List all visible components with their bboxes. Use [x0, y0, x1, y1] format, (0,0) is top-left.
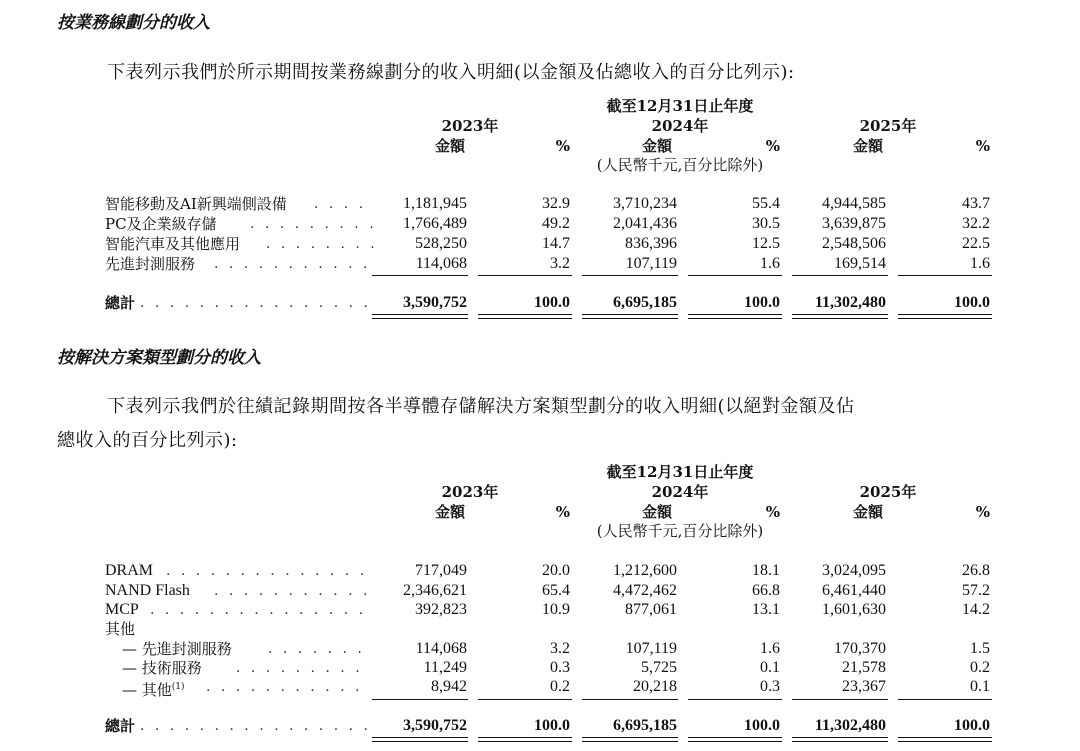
total-2025-pct: 100.0: [954, 294, 990, 311]
double-rule: [478, 737, 572, 742]
section1-intro: 下表列示我們於所示期間按業務線劃分的收入明細(以金額及佔總收入的百分比列示):: [107, 62, 795, 83]
leader-dots: . . . . . . . . .: [250, 216, 377, 232]
total-2023-pct: 100.0: [534, 717, 570, 734]
total-label: 總計: [105, 717, 136, 735]
cell-2024-amount: 1,212,600: [613, 562, 677, 579]
cell-2025-amount: 2,548,506: [822, 235, 886, 252]
cell-2025-amount: 3,639,875: [822, 215, 886, 232]
leader-dots: . . . . . . . . . . . . . .: [166, 563, 368, 579]
cell-2023-pct: 32.9: [542, 195, 570, 212]
sum-rule: [582, 699, 678, 700]
sum-rule: [372, 275, 468, 276]
double-rule: [792, 737, 888, 742]
cell-2024-pct: 13.1: [752, 601, 780, 618]
row-label: — 先進封測服務: [122, 640, 232, 658]
footnote-marker: (1): [171, 682, 185, 692]
pct-header-2023: %: [555, 503, 570, 521]
unit-note: (人民幣千元,百分比除外): [596, 522, 764, 540]
row-label: DRAM: [105, 562, 154, 579]
total-2025-amount: 11,302,480: [814, 294, 886, 311]
cell-2023-amount: 114,068: [415, 640, 467, 657]
pct-header-2024: %: [765, 503, 780, 521]
cell-2023-amount: 2,346,621: [403, 582, 467, 599]
sum-rule: [792, 699, 888, 700]
total-2025-pct: 100.0: [954, 717, 990, 734]
row-label: 智能汽車及其他應用: [105, 235, 241, 253]
pct-header-2024: %: [765, 137, 780, 155]
cell-2024-amount: 2,041,436: [613, 215, 677, 232]
total-2023-pct: 100.0: [534, 294, 570, 311]
sum-rule: [688, 275, 782, 276]
cell-2025-pct: 32.2: [962, 215, 990, 232]
leader-dots: . . . . . . . . . . . . . . . .: [140, 295, 371, 311]
leader-dots: . . . . . . . . . . .: [214, 256, 371, 272]
cell-2025-pct: 1.6: [970, 255, 990, 272]
total-2025-amount: 11,302,480: [814, 717, 886, 734]
double-rule: [898, 737, 992, 742]
leader-dots: . . . . . . . . . . .: [214, 583, 371, 599]
sum-rule: [792, 275, 888, 276]
row-label: 智能移動及AI新興端側設備: [105, 195, 287, 213]
double-rule: [688, 314, 782, 319]
cell-2025-amount: 6,461,440: [822, 582, 886, 599]
cell-2025-pct: 1.5: [970, 640, 990, 657]
cell-2025-amount: 1,601,630: [822, 601, 886, 618]
cell-2023-amount: 392,823: [415, 601, 467, 618]
cell-2023-amount: 1,181,945: [403, 195, 467, 212]
section2-intro-line1: 下表列示我們於往績記錄期間按各半導體存儲解決方案類型劃分的收入明細(以絕對金額及佔: [107, 396, 855, 417]
cell-2024-pct: 30.5: [752, 215, 780, 232]
amount-header-2025: 金額: [852, 137, 883, 155]
amount-header-2023: 金額: [434, 137, 465, 155]
double-rule: [372, 314, 468, 319]
cell-2025-amount: 21,578: [842, 659, 886, 676]
row-label: [122, 679, 185, 699]
cell-2024-pct: 55.4: [752, 195, 780, 212]
pct-header-2025: %: [975, 137, 990, 155]
year-2024-header: 2024年: [651, 117, 709, 135]
cell-2025-pct: 0.2: [970, 659, 990, 676]
cell-2023-pct: 49.2: [542, 215, 570, 232]
leader-dots: . . . . . . .: [268, 641, 365, 657]
cell-2023-amount: 717,049: [415, 562, 467, 579]
cell-2024-pct: 0.1: [760, 659, 780, 676]
year-2024-header: 2024年: [651, 483, 709, 501]
row-label: PC及企業級存儲: [105, 215, 217, 233]
row-label: MCP: [105, 601, 139, 618]
leader-dots: . . . . . . . . . . . . . . . .: [140, 718, 371, 734]
amount-header-2024: 金額: [641, 503, 672, 521]
period-header: 截至12月31日止年度: [606, 97, 754, 115]
amount-header-2025: 金額: [852, 503, 883, 521]
double-rule: [478, 314, 572, 319]
section1-heading: 按業務線劃分的收入: [57, 13, 210, 33]
total-2024-amount: 6,695,185: [613, 294, 677, 311]
cell-2023-pct: 3.2: [550, 640, 570, 657]
cell-2025-pct: 0.1: [970, 678, 990, 695]
total-2024-amount: 6,695,185: [613, 717, 677, 734]
cell-2025-pct: 22.5: [962, 235, 990, 252]
cell-2025-pct: 26.8: [962, 562, 990, 579]
cell-2023-pct: 3.2: [550, 255, 570, 272]
cell-2025-amount: 170,370: [834, 640, 886, 657]
amount-header-2023: 金額: [434, 503, 465, 521]
cell-2023-amount: 114,068: [415, 255, 467, 272]
cell-2024-amount: 107,119: [625, 640, 677, 657]
leader-dots: . . . .: [314, 196, 367, 212]
cell-2025-pct: 57.2: [962, 582, 990, 599]
unit-note: (人民幣千元,百分比除外): [596, 156, 764, 174]
row-label: 先進封測服務: [105, 255, 196, 273]
total-label: 總計: [105, 294, 136, 312]
double-rule: [582, 737, 678, 742]
other-group-label: 其他: [105, 620, 136, 638]
leader-dots: . . . . . . . . . . . . . . .: [150, 602, 367, 618]
row-label: — 技術服務: [122, 659, 202, 677]
leader-dots: . . . . . . . .: [266, 236, 378, 252]
row-label: NAND Flash: [105, 582, 190, 599]
sum-rule: [898, 275, 992, 276]
total-2024-pct: 100.0: [744, 294, 780, 311]
sum-rule: [898, 699, 992, 700]
cell-2023-pct: 65.4: [542, 582, 570, 599]
section2-intro-line2: 總收入的百分比列示):: [57, 430, 238, 451]
cell-2024-amount: 877,061: [625, 601, 677, 618]
cell-2025-pct: 43.7: [962, 195, 990, 212]
cell-2024-pct: 66.8: [752, 582, 780, 599]
cell-2024-amount: 4,472,462: [613, 582, 677, 599]
sum-rule: [582, 275, 678, 276]
cell-2023-amount: 11,249: [423, 659, 467, 676]
cell-2024-pct: 0.3: [760, 678, 780, 695]
sum-rule: [478, 699, 572, 700]
cell-2024-amount: 20,218: [633, 678, 677, 695]
year-2023-header: 2023年: [441, 483, 499, 501]
cell-2023-pct: 0.2: [550, 678, 570, 695]
cell-2023-pct: 0.3: [550, 659, 570, 676]
year-2025-header: 2025年: [859, 483, 917, 501]
total-2023-amount: 3,590,752: [403, 717, 467, 734]
cell-2023-amount: 528,250: [415, 235, 467, 252]
year-2023-header: 2023年: [441, 117, 499, 135]
amount-header-2024: 金額: [641, 137, 672, 155]
row-label-text: — 其他: [122, 681, 172, 699]
total-2023-amount: 3,590,752: [403, 294, 467, 311]
sum-rule: [688, 699, 782, 700]
double-rule: [582, 314, 678, 319]
period-header: 截至12月31日止年度: [606, 463, 754, 481]
section2-heading: 按解決方案類型劃分的收入: [57, 348, 261, 368]
cell-2023-amount: 1,766,489: [403, 215, 467, 232]
cell-2024-pct: 1.6: [760, 640, 780, 657]
cell-2023-pct: 14.7: [542, 235, 570, 252]
double-rule: [372, 737, 468, 742]
cell-2025-amount: 23,367: [842, 678, 886, 695]
cell-2024-pct: 18.1: [752, 562, 780, 579]
leader-dots: . . . . . . . . .: [236, 660, 363, 676]
cell-2024-amount: 5,725: [641, 659, 677, 676]
cell-2023-amount: 8,942: [431, 678, 467, 695]
double-rule: [688, 737, 782, 742]
cell-2023-pct: 10.9: [542, 601, 570, 618]
total-2024-pct: 100.0: [744, 717, 780, 734]
double-rule: [898, 314, 992, 319]
pct-header-2025: %: [975, 503, 990, 521]
year-2025-header: 2025年: [859, 117, 917, 135]
sum-rule: [372, 699, 468, 700]
sum-rule: [478, 275, 572, 276]
cell-2024-amount: 836,396: [625, 235, 677, 252]
pct-header-2023: %: [555, 137, 570, 155]
cell-2024-amount: 3,710,234: [613, 195, 677, 212]
double-rule: [792, 314, 888, 319]
cell-2025-amount: 3,024,095: [822, 562, 886, 579]
cell-2024-amount: 107,119: [625, 255, 677, 272]
cell-2024-pct: 1.6: [760, 255, 780, 272]
cell-2023-pct: 20.0: [542, 562, 570, 579]
cell-2025-pct: 14.2: [962, 601, 990, 618]
leader-dots: . . . . . . . . . . .: [206, 679, 363, 695]
cell-2025-amount: 169,514: [834, 255, 886, 272]
cell-2025-amount: 4,944,585: [822, 195, 886, 212]
cell-2024-pct: 12.5: [752, 235, 780, 252]
